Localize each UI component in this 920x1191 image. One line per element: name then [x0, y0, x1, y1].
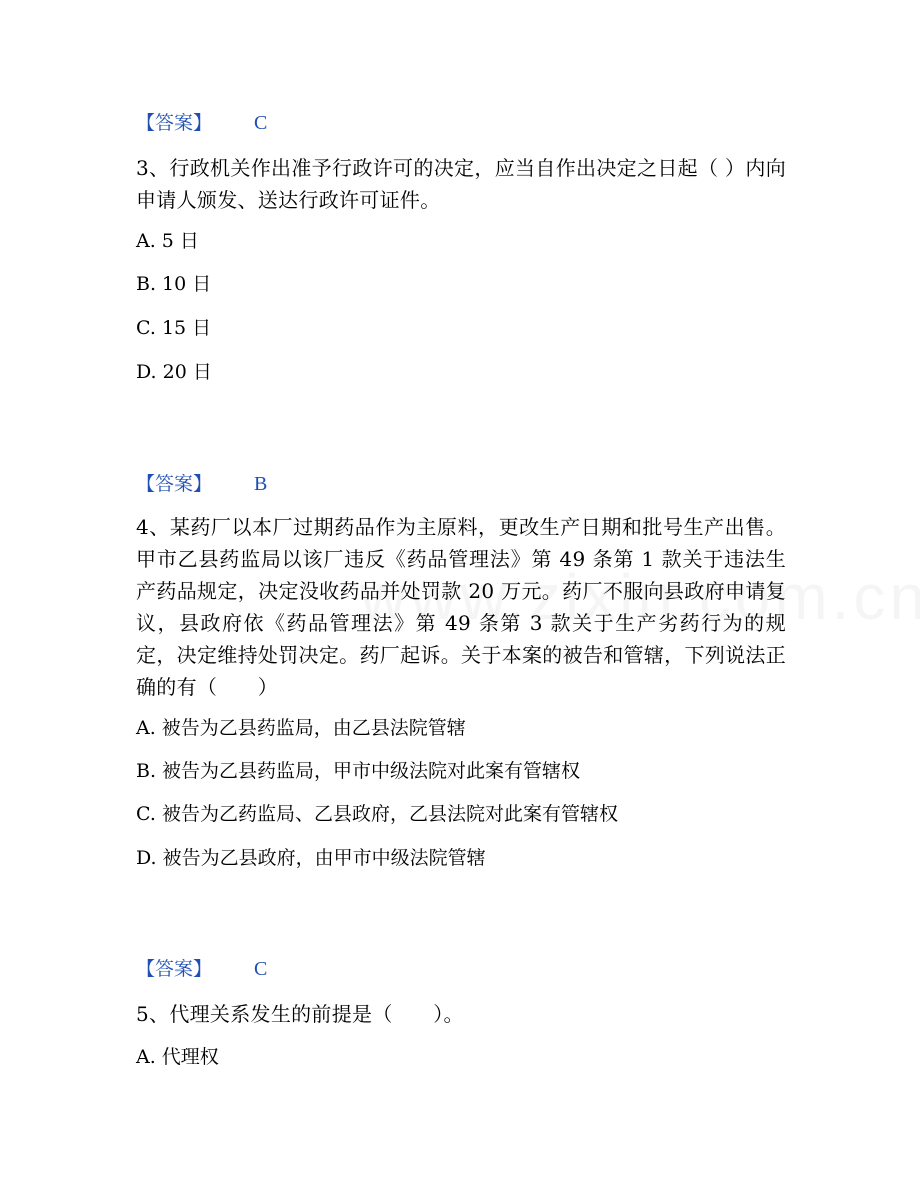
question-4-option-b: B. 被告为乙县药监局，甲市中级法院对此案有管辖权 — [136, 760, 581, 782]
question-4-option-d: D. 被告为乙县政府，由甲市中级法院管辖 — [136, 847, 486, 869]
question-4-option-c: C. 被告为乙药监局、乙县政府，乙县法院对此案有管辖权 — [136, 803, 618, 825]
question-4-option-a: A. 被告为乙县药监局，由乙县法院管辖 — [136, 717, 466, 739]
question-5-option-a: A. 代理权 — [136, 1046, 219, 1068]
answer-line — [136, 957, 267, 981]
answer-value: C — [254, 112, 268, 134]
question-4: 4、某药厂以本厂过期药品作为主原料，更改生产日期和批号生产出售。甲市乙县药监局以该厂违反《药品管理法》第 49 条第 1 款关于违法生产药品规定，决定没收药品并处罚款 20 万元。药厂不服向县政府申请复议，县政府依《药品管理法》第 49 条第 3 款关于生产劣药行为的规定，决定维持处罚决定。药厂起诉。关于本案的被告和管辖，下列说法正确的有（ ） — [136, 515, 786, 699]
question-5: 5、代理关系发生的前提是（ ）。 — [136, 1002, 464, 1026]
question-3-option-c: C. 15 日 — [136, 317, 212, 339]
answer-label: 【答案】 — [136, 958, 213, 980]
answer-label: 【答案】 — [136, 473, 213, 495]
question-3: 3、行政机关作出准予行政许可的决定，应当自作出决定之日起（ ）内向申请人颁发、送达行政许可证件。 — [136, 156, 786, 212]
answer-line — [136, 111, 267, 135]
answer-line — [136, 472, 267, 496]
question-3-option-a: A. 5 日 — [136, 230, 199, 252]
answer-label: 【答案】 — [136, 112, 213, 134]
question-3-option-d: D. 20 日 — [136, 361, 212, 383]
question-3-option-b: B. 10 日 — [136, 273, 212, 295]
answer-value: C — [254, 958, 268, 980]
answer-value: B — [254, 473, 268, 495]
